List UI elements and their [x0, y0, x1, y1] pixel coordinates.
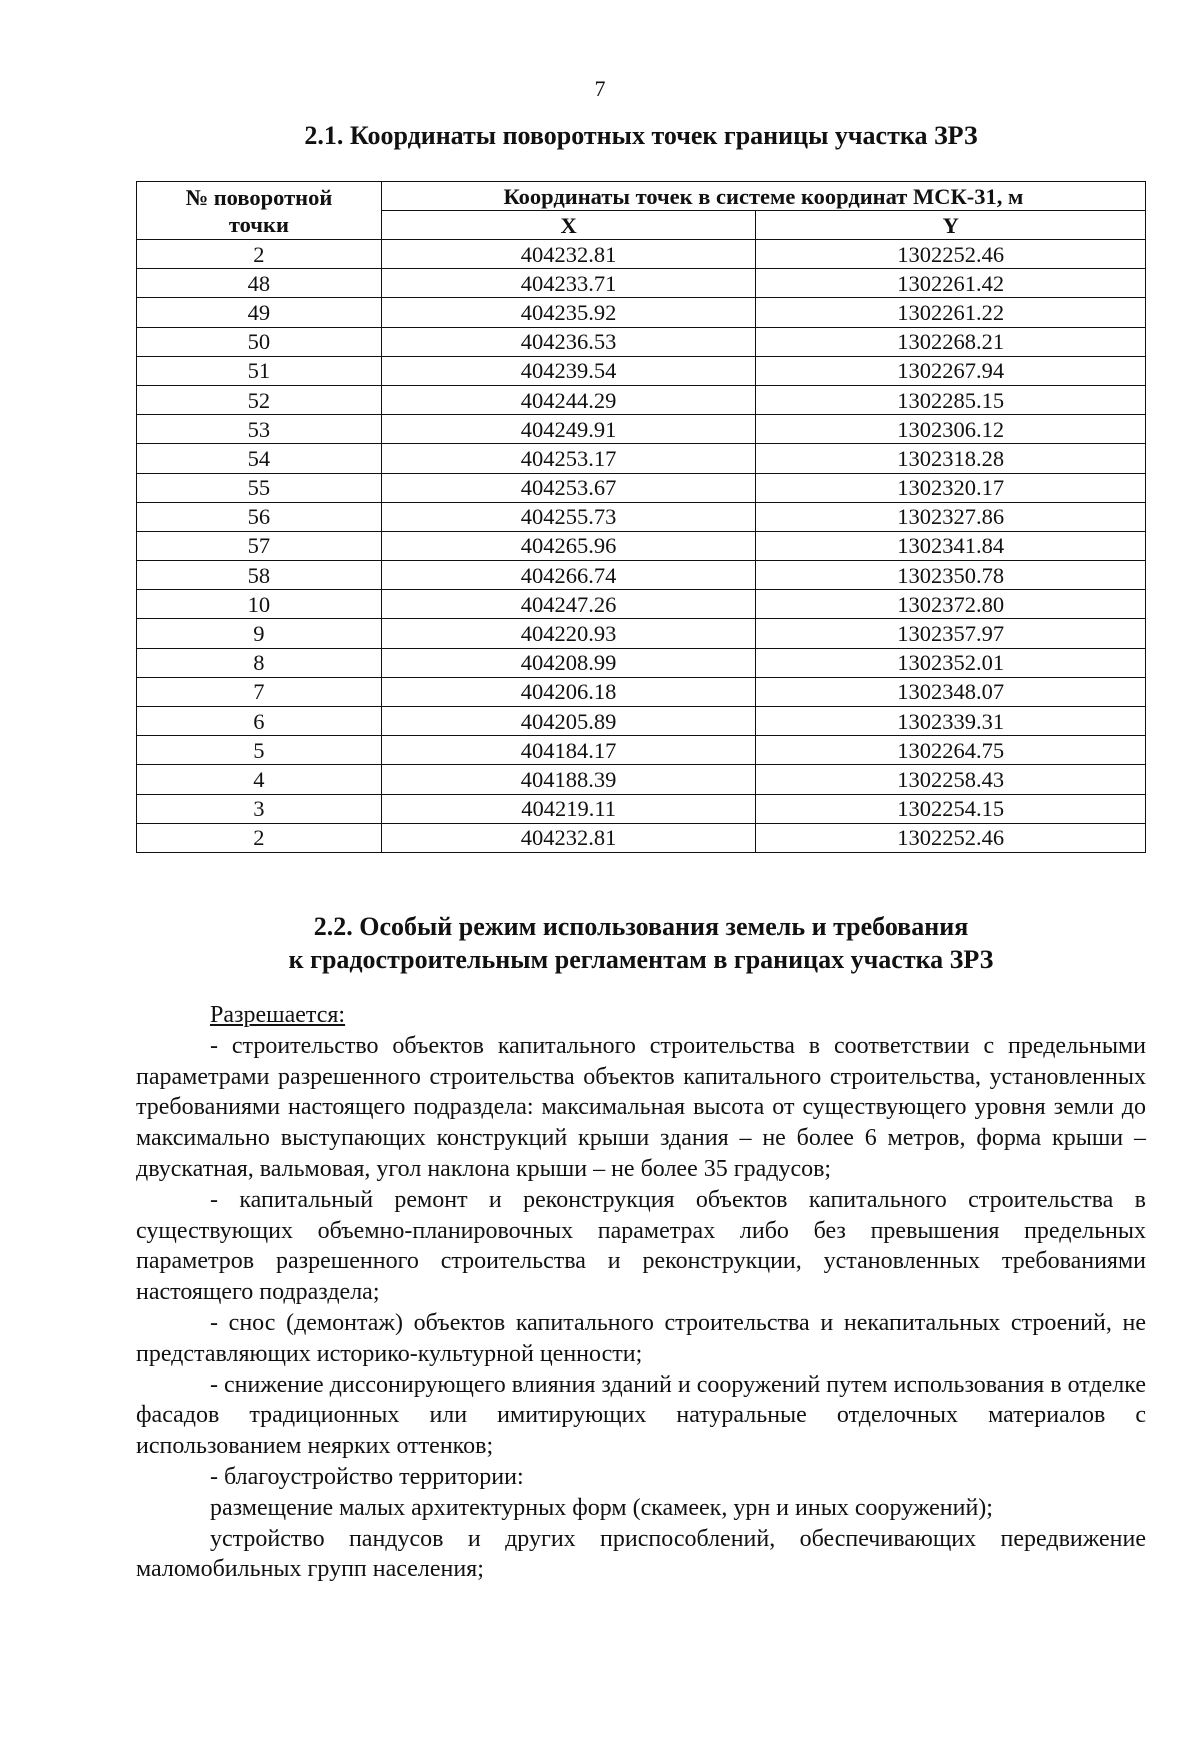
- y-cell: 1302357.97: [756, 619, 1146, 648]
- x-cell: 404184.17: [381, 736, 756, 765]
- paragraph-ramps: устройство пандусов и других приспособлений, обеспечивающих передвижение маломобильных групп населения;: [136, 1525, 1146, 1583]
- point-cell: 50: [137, 327, 382, 356]
- x-cell: 404253.67: [381, 473, 756, 502]
- point-cell: 10: [137, 590, 382, 619]
- x-cell: 404220.93: [381, 619, 756, 648]
- y-cell: 1302261.42: [756, 269, 1146, 298]
- point-cell: 51: [137, 356, 382, 385]
- x-cell: 404205.89: [381, 707, 756, 736]
- table-row: [137, 531, 1146, 560]
- point-header-line2: точки: [228, 211, 289, 237]
- point-cell: 53: [137, 415, 382, 444]
- coordinates-table: [136, 181, 1146, 853]
- point-cell: 8: [137, 648, 382, 677]
- point-cell: 9: [137, 619, 382, 648]
- y-cell: 1302306.12: [756, 415, 1146, 444]
- y-cell: 1302372.80: [756, 590, 1146, 619]
- y-cell: 1302350.78: [756, 561, 1146, 590]
- y-cell: 1302339.31: [756, 707, 1146, 736]
- y-cell: 1302261.22: [756, 298, 1146, 327]
- x-cell: 404249.91: [381, 415, 756, 444]
- table-row: [137, 765, 1146, 794]
- paragraph-demolition: - снос (демонтаж) объектов капитального строительства и некапитальных строений, не представляющих историко-культурной ценности;: [136, 1309, 1146, 1367]
- y-cell: 1302258.43: [756, 765, 1146, 794]
- paragraph-facades: - снижение диссонирующего влияния зданий и сооружений путем использования в отделке фасадов традиционных или имитирующих натуральные отделочных материалов с использованием неярких оттенков;: [136, 1371, 1146, 1460]
- x-cell: 404235.92: [381, 298, 756, 327]
- x-cell: 404247.26: [381, 590, 756, 619]
- coordinates-header: Координаты точек в системе координат МСК-31, м: [381, 182, 1145, 211]
- table-row: [137, 648, 1146, 677]
- x-cell: 404253.17: [381, 444, 756, 473]
- table-row: [137, 240, 1146, 269]
- allowed-label: Разрешается:: [210, 1002, 346, 1028]
- point-cell: 55: [137, 473, 382, 502]
- table-row: [137, 444, 1146, 473]
- x-cell: 404236.53: [381, 327, 756, 356]
- x-cell: 404208.99: [381, 648, 756, 677]
- point-number-header: [137, 182, 382, 240]
- x-cell: 404206.18: [381, 677, 756, 706]
- page-number: 7: [594, 76, 606, 101]
- y-cell: 1302285.15: [756, 385, 1146, 414]
- table-row: [137, 298, 1146, 327]
- table-row: [137, 415, 1146, 444]
- point-cell: 56: [137, 502, 382, 531]
- table-row: [137, 502, 1146, 531]
- section-2-title-line1: 2.2. Особый режим использования земель и требования: [313, 912, 969, 941]
- y-cell: 1302352.01: [756, 648, 1146, 677]
- table-row: [137, 473, 1146, 502]
- x-cell: 404233.71: [381, 269, 756, 298]
- y-cell: 1302267.94: [756, 356, 1146, 385]
- x-header: X: [381, 211, 756, 240]
- point-cell: 4: [137, 765, 382, 794]
- point-header-line1: № поворотной: [185, 184, 333, 210]
- table-row: [137, 561, 1146, 590]
- point-cell: 49: [137, 298, 382, 327]
- section-2-title-line2: к градостроительным регламентам в границах участка ЗРЗ: [288, 945, 994, 974]
- table-row: [137, 619, 1146, 648]
- table-row: [137, 356, 1146, 385]
- y-cell: 1302318.28: [756, 444, 1146, 473]
- paragraph-landscaping: - благоустройство территории:: [210, 1463, 524, 1490]
- y-cell: 1302264.75: [756, 736, 1146, 765]
- table-row: [137, 590, 1146, 619]
- point-cell: 6: [137, 707, 382, 736]
- x-cell: 404244.29: [381, 385, 756, 414]
- y-cell: 1302341.84: [756, 531, 1146, 560]
- x-cell: 404232.81: [381, 823, 756, 852]
- table-row: [137, 707, 1146, 736]
- point-cell: 2: [137, 823, 382, 852]
- point-cell: 48: [137, 269, 382, 298]
- regulations-text: [136, 1000, 1146, 1585]
- y-cell: 1302252.46: [756, 823, 1146, 852]
- x-cell: 404232.81: [381, 240, 756, 269]
- table-row: [137, 794, 1146, 823]
- x-cell: 404188.39: [381, 765, 756, 794]
- point-cell: 58: [137, 561, 382, 590]
- y-cell: 1302327.86: [756, 502, 1146, 531]
- y-cell: 1302320.17: [756, 473, 1146, 502]
- x-cell: 404266.74: [381, 561, 756, 590]
- y-cell: 1302254.15: [756, 794, 1146, 823]
- section-1-title: 2.1. Координаты поворотных точек границы участка ЗРЗ: [304, 121, 978, 150]
- y-cell: 1302348.07: [756, 677, 1146, 706]
- table-row: [137, 327, 1146, 356]
- section-2-title: [136, 910, 1146, 976]
- y-cell: 1302252.46: [756, 240, 1146, 269]
- table-row: [137, 823, 1146, 852]
- x-cell: 404265.96: [381, 531, 756, 560]
- y-header: Y: [756, 211, 1146, 240]
- paragraph-small-forms: размещение малых архитектурных форм (скамеек, урн и иных сооружений);: [210, 1494, 993, 1521]
- table-row: [137, 736, 1146, 765]
- point-cell: 57: [137, 531, 382, 560]
- point-cell: 7: [137, 677, 382, 706]
- x-cell: 404219.11: [381, 794, 756, 823]
- table-row: [137, 269, 1146, 298]
- table-row: [137, 677, 1146, 706]
- x-cell: 404239.54: [381, 356, 756, 385]
- x-cell: 404255.73: [381, 502, 756, 531]
- point-cell: 5: [137, 736, 382, 765]
- paragraph-repair: - капитальный ремонт и реконструкция объектов капитального строительства в существующих объемно-планировочных параметрах либо без превышения предельных параметров разрешенного строительства и реконструкции, установленных требованиями настоящего подраздела;: [136, 1186, 1146, 1306]
- point-cell: 54: [137, 444, 382, 473]
- point-cell: 3: [137, 794, 382, 823]
- paragraph-construction: - строительство объектов капитального строительства в соответствии с предельными параметрами разрешенного строительства объектов капитального строительства, установленных требованиями настоящего подраздела: максимальная высота от существующего уровня земли до максимально выступающих конструкций крыши здания – не более 6 метров, форма крыши – двускатная, вальмовая, угол наклона крыши – не более 35 градусов;: [136, 1032, 1146, 1182]
- point-cell: 2: [137, 240, 382, 269]
- table-row: [137, 385, 1146, 414]
- point-cell: 52: [137, 385, 382, 414]
- y-cell: 1302268.21: [756, 327, 1146, 356]
